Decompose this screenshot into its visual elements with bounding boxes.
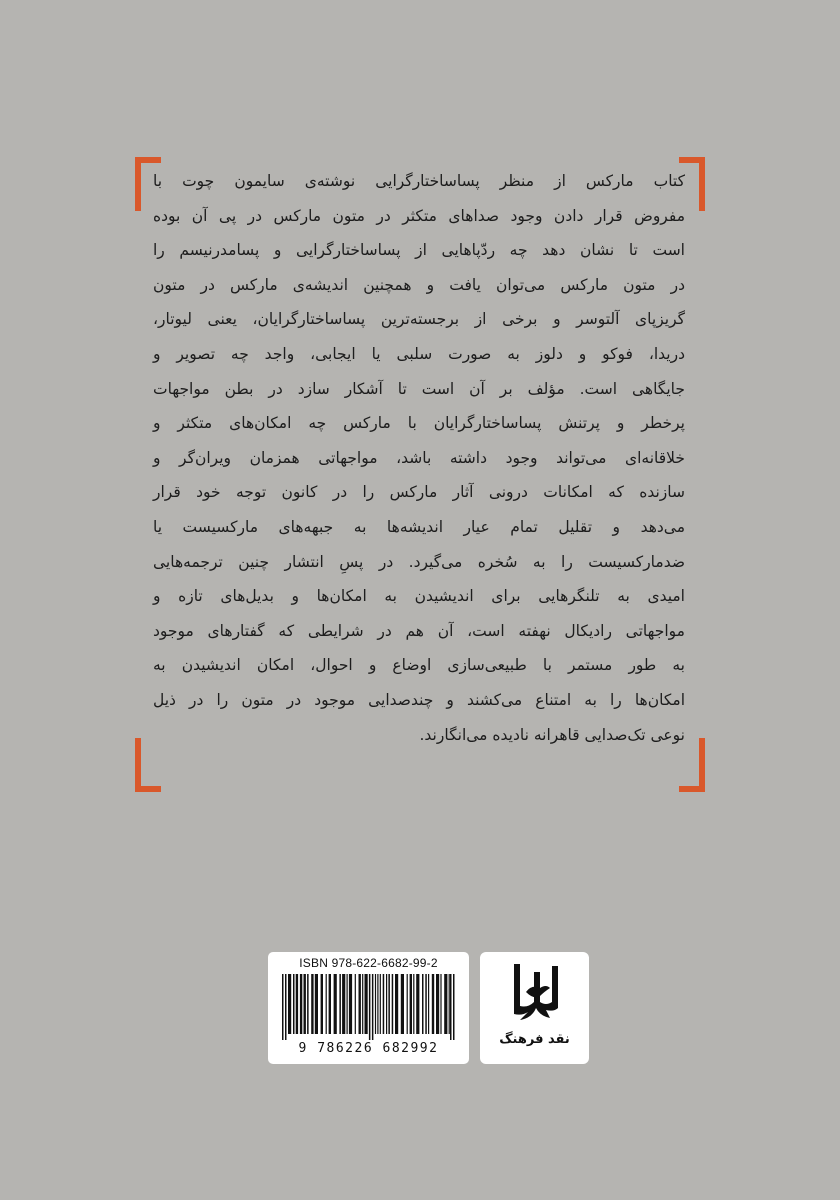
barcode-bar [334, 974, 337, 1034]
barcode-bar [440, 974, 441, 1034]
barcode-bar [339, 974, 341, 1034]
barcode-bar [349, 974, 352, 1034]
barcode-bar [383, 974, 385, 1034]
publisher-logo-panel [480, 952, 589, 1064]
barcode-bar [300, 974, 302, 1034]
barcode-bar [392, 974, 394, 1034]
barcode-bar [422, 974, 424, 1034]
bird-bookmark-logo-icon [506, 962, 564, 1028]
barcode-bar [296, 974, 298, 1034]
barcode-bar [388, 974, 390, 1034]
barcode-bar [416, 974, 419, 1034]
isbn-label: ISBN 978-622-6682-99-2 [299, 956, 438, 970]
barcode-bar [450, 974, 452, 1040]
barcode-bar [282, 974, 284, 1040]
barcode-bar [410, 974, 412, 1034]
barcode-bar [395, 974, 398, 1034]
barcode-bar [453, 974, 455, 1040]
barcode-bar [355, 974, 356, 1034]
blurb-line: می‌دهد و تقلیل تمام عیار اندیشه‌ها به جبهه‌های مارکسیست یا [153, 517, 685, 536]
publisher-name: نقد فرهنگ [499, 1032, 570, 1047]
barcode-bar [311, 974, 313, 1034]
blurb-line: مفروض قرار دادن وجود صداهای متکثر در متون مارکس در پی آن بوده [153, 206, 685, 225]
barcode-icon [280, 974, 457, 1040]
barcode-bar [347, 974, 348, 1034]
barcode-bar [449, 974, 450, 1034]
blurb-line: است تا نشان دهد چه ردّپاهایی از پساساختارگرایی و پسامدرنیسم را [153, 241, 685, 260]
isbn-barcode-panel [268, 952, 469, 1064]
blurb-line: پرخطر و پرتنش پساساختارگرایان با مارکس چه امکان‌های متکثر و [153, 414, 685, 433]
barcode-bar [365, 974, 368, 1034]
barcode-bar [329, 974, 331, 1034]
barcode-bar [407, 974, 408, 1034]
barcode-bar [293, 974, 295, 1034]
barcode-bar [304, 974, 306, 1034]
blurb-line: جایگاهی است. مؤلف بر آن است تا آشکار سازد در بطن مواجهات [153, 379, 685, 398]
blurb-line: امکان‌ها را به امتناع می‌کشند و چندصدایی موجود در متون را در ذیل [153, 690, 685, 709]
barcode-bar [413, 974, 414, 1034]
blurb-line: گریزپای آلتوسر و برخی از برجسته‌ترین پساساختارگرایان، یعنی لیوتار، [153, 310, 685, 329]
blurb-line: به طور مستمر با طبیعی‌سازی اوضاع و احوال، امکان اندیشیدن به [153, 656, 685, 675]
barcode-bar [425, 974, 427, 1034]
barcode-digits: 9 786226 682992 [298, 1041, 439, 1056]
barcode-bar [377, 974, 378, 1034]
barcode-bar [307, 974, 309, 1034]
barcode-bar [321, 974, 323, 1034]
blurb-line: کتاب مارکس از منظر پساساختارگرایی نوشته‌ی سایمون چوت با [153, 172, 685, 190]
blurb-line: سازنده که امکانات درونی آثار مارکس را در کانون توجه خود قرار [153, 483, 685, 502]
barcode-bar [436, 974, 439, 1034]
barcode-bar [315, 974, 318, 1034]
blurb-line: مواجهاتی رادیکال نهفته است، آن هم در شرایطی که گفتارهای موجود [153, 621, 685, 640]
barcode-bar [444, 974, 447, 1034]
barcode-bar [326, 974, 327, 1034]
blurb-line: خلاقانه‌ای می‌تواند وجود داشته باشد، مواجهاتی همزمان ویران‌گر و [153, 448, 685, 467]
barcode-bar [342, 974, 345, 1034]
barcode-bar [428, 974, 429, 1034]
barcode-bar [386, 974, 387, 1034]
blurb-line: دریدا، فوکو و دلوز به صورت سلبی یا ایجابی، واجد چه تصویر و [153, 344, 685, 363]
barcode-bar [380, 974, 381, 1034]
blurb-line: امیدی به تلنگرهایی برای اندیشیدن به امکان‌ها و بدیل‌های تازه و [153, 587, 685, 606]
barcode-bar [288, 974, 291, 1034]
barcode-bar [285, 974, 287, 1040]
back-cover-blurb [153, 164, 685, 752]
barcode-bar [375, 974, 376, 1034]
barcode-bar [362, 974, 363, 1034]
barcode-bar [432, 974, 434, 1034]
blurb-line: در متون مارکس می‌توان یافت و همچنین اندیشه‌ی مارکس در متون [153, 275, 685, 294]
blurb-line: نوعی تک‌صدایی قاهرانه نادیده می‌انگارند. [419, 725, 685, 744]
barcode-bar [372, 974, 374, 1040]
blurb-line: ضدمارکسیست را به سُخره می‌گیرد. در پسِ انتشار چنین ترجمه‌هایی [153, 552, 685, 571]
barcode-bar [369, 974, 371, 1040]
barcode-bar [401, 974, 404, 1034]
barcode-bar [359, 974, 361, 1034]
